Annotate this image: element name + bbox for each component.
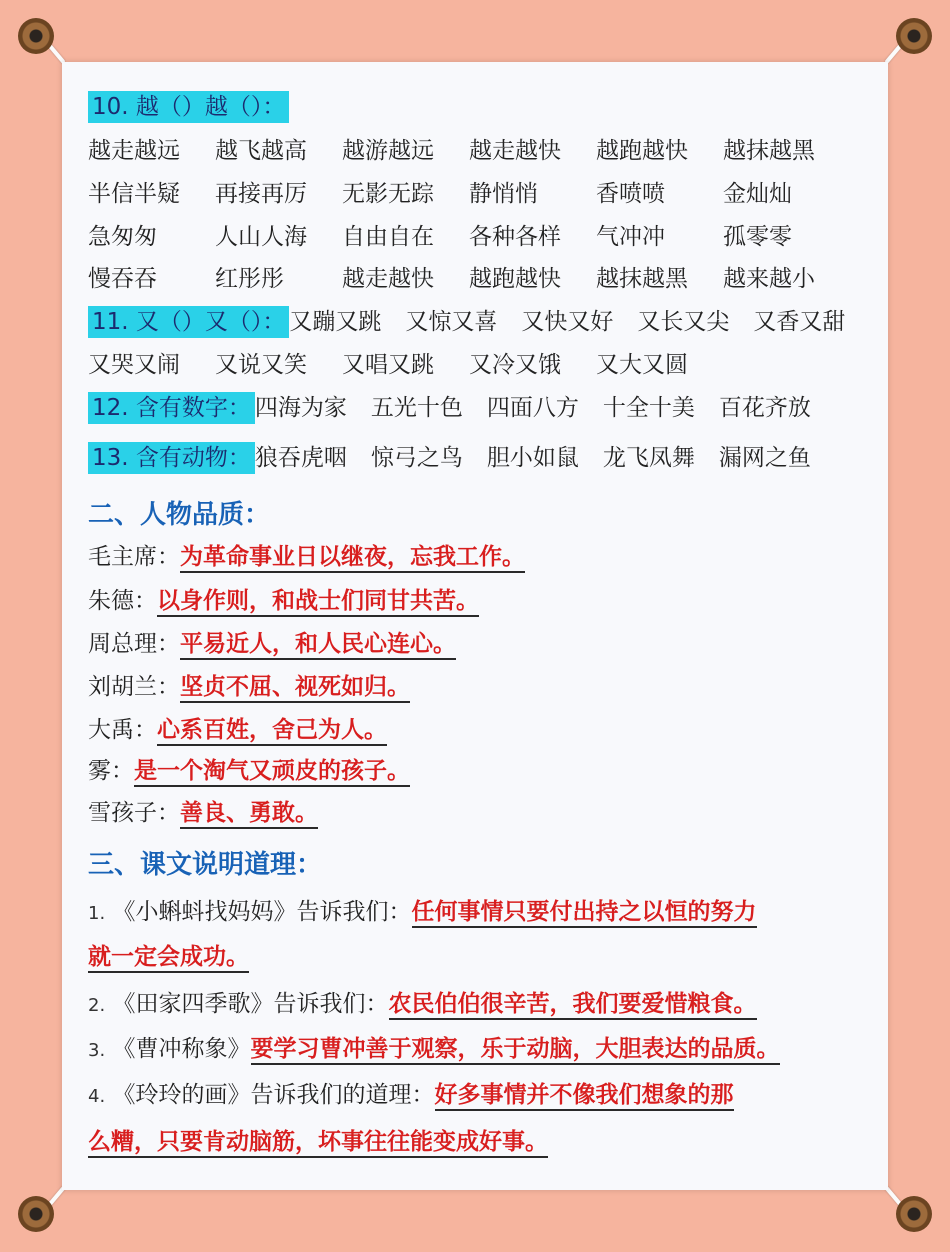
lesson-book: 《曹冲称象》 — [112, 1036, 251, 1062]
pin-icon — [896, 1196, 932, 1232]
lesson-number: 4. — [88, 1086, 106, 1107]
s13-row — [88, 439, 811, 472]
phrase: 越飞越高 — [215, 138, 307, 164]
phrase: 孤零零 — [723, 224, 792, 250]
quality-desc: 为革命事业日以继夜，忘我工作。 — [180, 544, 525, 573]
quality-desc: 坚贞不屈、视死如归。 — [180, 674, 410, 703]
quality-desc: 善良、勇敢。 — [180, 800, 318, 829]
phrase: 龙飞凤舞 — [602, 445, 695, 471]
lesson-item — [88, 985, 757, 1018]
quality-desc: 是一个淘气又顽皮的孩子。 — [134, 758, 410, 787]
phrase: 又说又笑 — [215, 352, 307, 378]
lesson-moral: 任何事情只要付出持之以恒的努力 — [412, 899, 757, 928]
phrase: 又长又尖 — [637, 309, 730, 335]
section-title-quality: 二、人物品质： — [88, 500, 271, 530]
phrase: 十全十美 — [602, 395, 695, 421]
lesson-number: 1. — [88, 903, 106, 924]
phrase: 四海为家 — [254, 395, 347, 421]
phrase: 急匆匆 — [88, 224, 157, 250]
phrase: 金灿灿 — [723, 181, 792, 207]
phrase: 又冷又饿 — [469, 352, 561, 378]
s12-row — [88, 389, 811, 422]
phrase: 又蹦又跳 — [289, 309, 382, 335]
lesson-moral: 好多事情并不像我们想象的那 — [435, 1082, 734, 1111]
person-name: 大禹： — [88, 717, 157, 743]
lesson-item-cont — [88, 1123, 548, 1156]
quality-item — [88, 794, 318, 827]
pin-top-right — [886, 8, 942, 64]
pin-bottom-left — [8, 1186, 64, 1242]
phrase: 红彤彤 — [215, 266, 284, 292]
phrase: 又唱又跳 — [342, 352, 434, 378]
phrase: 越跑越快 — [469, 266, 561, 292]
lesson-moral: 就一定会成功。 — [88, 944, 249, 973]
quality-desc: 心系百姓，舍己为人。 — [157, 717, 387, 746]
s11-row — [88, 303, 845, 336]
lesson-item — [88, 893, 757, 926]
quality-item — [88, 538, 525, 571]
phrase: 又香又甜 — [753, 309, 846, 335]
phrase: 人山人海 — [215, 224, 307, 250]
pin-icon — [18, 18, 54, 54]
phrase: 再接再厉 — [215, 181, 307, 207]
phrase: 四面八方 — [486, 395, 579, 421]
phrase: 狼吞虎咽 — [254, 445, 347, 471]
person-name: 周总理： — [88, 631, 180, 657]
lesson-moral: 么糟，只要肯动脑筋，坏事往往能变成好事。 — [88, 1129, 548, 1158]
lesson-book: 《小蝌蚪找妈妈》告诉我们： — [112, 899, 412, 925]
s10-row — [88, 218, 792, 251]
quality-item — [88, 668, 410, 701]
lesson-book: 《玲玲的画》告诉我们的道理： — [112, 1082, 435, 1108]
person-name: 雾： — [88, 758, 134, 784]
phrase: 惊弓之鸟 — [370, 445, 463, 471]
s10-header — [88, 88, 289, 121]
phrase: 又大又圆 — [596, 352, 688, 378]
lesson-moral: 农民伯伯很辛苦，我们要爱惜粮食。 — [389, 991, 757, 1020]
s10-row — [88, 260, 815, 293]
phrase: 香喷喷 — [596, 181, 665, 207]
person-name: 朱德： — [88, 588, 157, 614]
phrase: 越抹越黑 — [596, 266, 688, 292]
lesson-number: 3. — [88, 1040, 106, 1061]
pin-icon — [18, 1196, 54, 1232]
phrase: 慢吞吞 — [88, 266, 157, 292]
s11-title: 11. 又（）又（）： — [88, 306, 289, 338]
pin-top-left — [8, 8, 64, 64]
phrase: 又快又好 — [521, 309, 614, 335]
phrase: 百花齐放 — [718, 395, 811, 421]
quality-item — [88, 752, 410, 785]
phrase: 越走越远 — [88, 138, 180, 164]
phrase: 自由自在 — [342, 224, 434, 250]
person-name: 毛主席： — [88, 544, 180, 570]
lesson-item-cont — [88, 938, 249, 971]
person-name: 雪孩子： — [88, 800, 180, 826]
phrase: 越走越快 — [469, 138, 561, 164]
pin-icon — [896, 18, 932, 54]
phrase: 又哭又闹 — [88, 352, 180, 378]
s11-row — [88, 346, 688, 379]
phrase: 无影无踪 — [342, 181, 434, 207]
quality-desc: 平易近人，和人民心连心。 — [180, 631, 456, 660]
phrase: 越走越快 — [342, 266, 434, 292]
phrase: 静悄悄 — [469, 181, 538, 207]
quality-desc: 以身作则，和战士们同甘共苦。 — [157, 588, 479, 617]
lesson-book: 《田家四季歌》告诉我们： — [112, 991, 389, 1017]
s12-title: 12. 含有数字： — [88, 392, 255, 424]
s10-title: 10. 越（）越（）： — [88, 91, 289, 123]
phrase: 越来越小 — [723, 266, 815, 292]
phrase: 越跑越快 — [596, 138, 688, 164]
phrase: 各种各样 — [469, 224, 561, 250]
phrase: 五光十色 — [370, 395, 463, 421]
lesson-number: 2. — [88, 995, 106, 1016]
section-title-lessons: 三、课文说明道理： — [88, 850, 323, 880]
phrase: 胆小如鼠 — [486, 445, 579, 471]
lesson-item — [88, 1030, 780, 1063]
s10-row — [88, 132, 815, 165]
phrase: 越游越远 — [342, 138, 434, 164]
phrase: 越抹越黑 — [723, 138, 815, 164]
lesson-item — [88, 1076, 734, 1109]
pin-bottom-right — [886, 1186, 942, 1242]
quality-item — [88, 582, 479, 615]
lesson-moral: 要学习曹冲善于观察，乐于动脑，大胆表达的品质。 — [251, 1036, 780, 1065]
quality-item — [88, 711, 387, 744]
person-name: 刘胡兰： — [88, 674, 180, 700]
phrase: 又惊又喜 — [405, 309, 498, 335]
phrase: 气冲冲 — [596, 224, 665, 250]
quality-item — [88, 625, 456, 658]
s10-row — [88, 175, 792, 208]
phrase: 半信半疑 — [88, 181, 180, 207]
s13-title: 13. 含有动物： — [88, 442, 255, 474]
phrase: 漏网之鱼 — [718, 445, 811, 471]
